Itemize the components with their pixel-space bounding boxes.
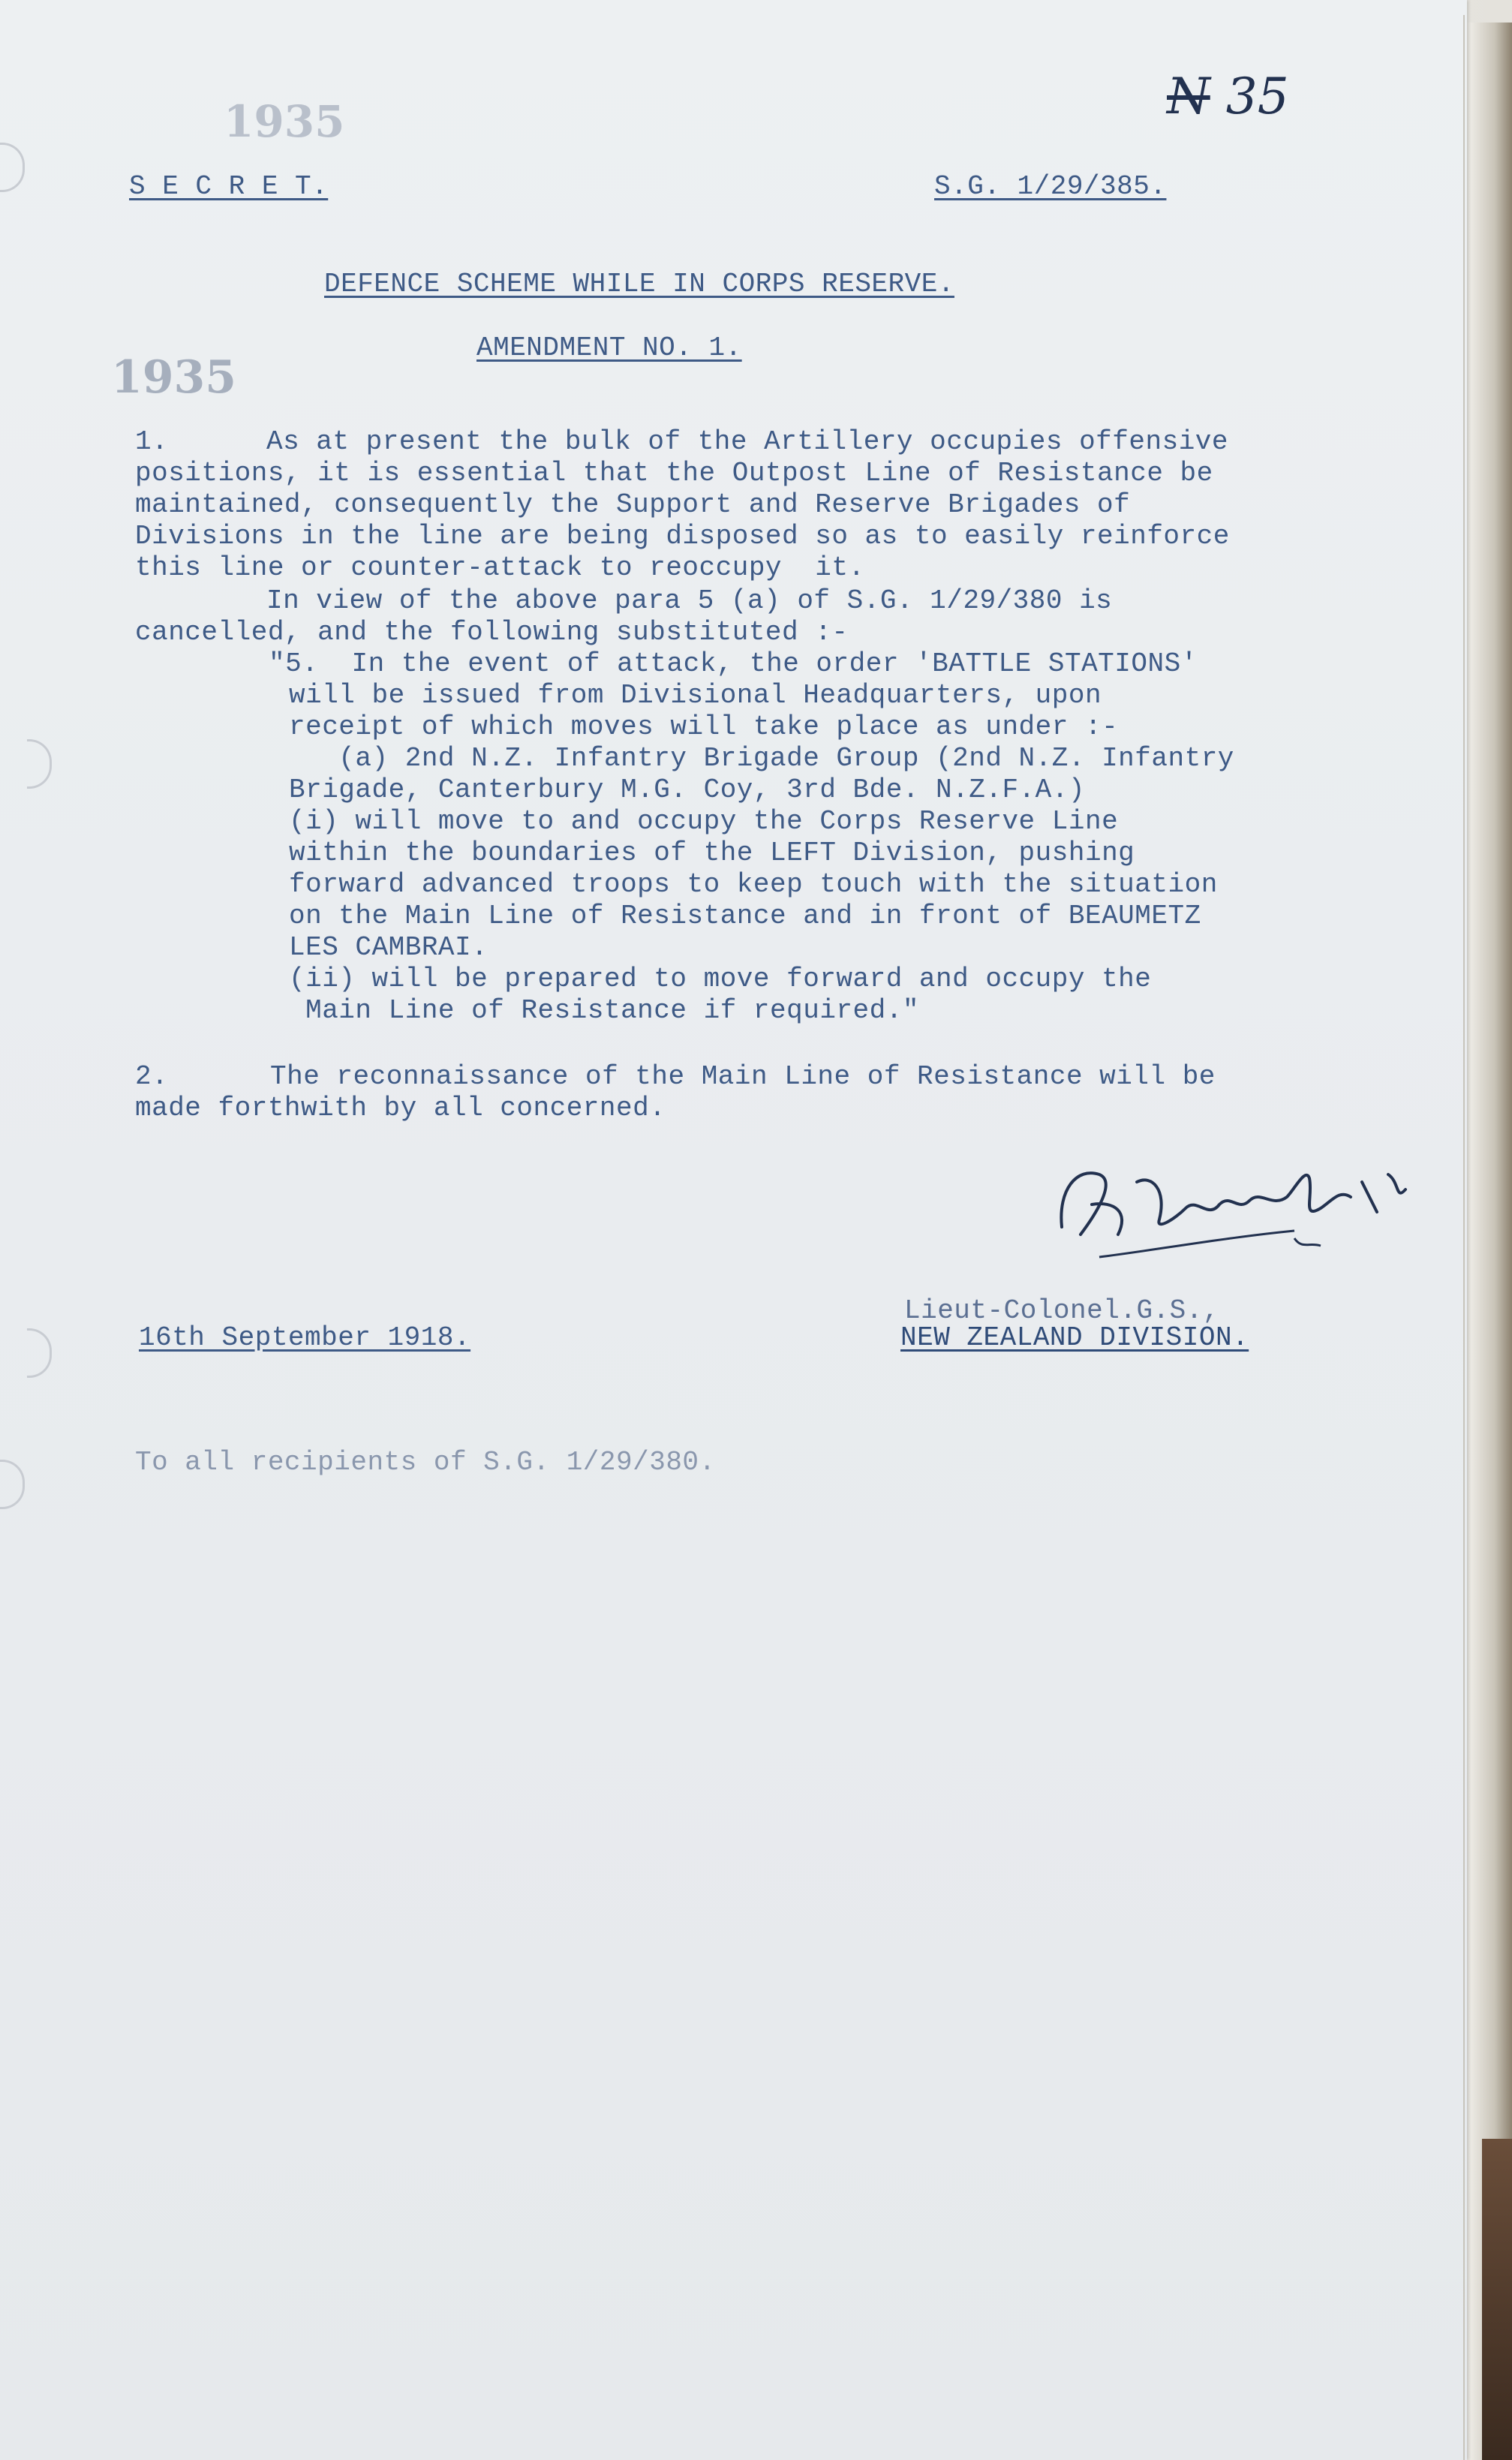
page-edge bbox=[1463, 15, 1465, 2460]
punch-hole bbox=[27, 1328, 52, 1378]
quote-line: (ii) will be prepared to move forward and occupy the bbox=[289, 964, 1152, 994]
quote-line: forward advanced troops to keep touch with the situation bbox=[289, 869, 1218, 900]
struck-number: N bbox=[1167, 68, 1210, 125]
quote-line: will be issued from Divisional Headquarters, upon bbox=[289, 680, 1102, 711]
binder-edge bbox=[1482, 2139, 1512, 2460]
folio-number: 35 bbox=[1225, 68, 1289, 125]
signature bbox=[1047, 1137, 1437, 1272]
signatory-rank: Lieut-Colonel.G.S., bbox=[904, 1295, 1219, 1326]
classification: S E C R E T. bbox=[129, 171, 329, 202]
paragraph-line: In view of the above para 5 (a) of S.G. 1/29/380 is bbox=[266, 585, 1113, 616]
quote-line: LES CAMBRAI. bbox=[289, 932, 488, 963]
paragraph-line: Divisions in the line are being disposed so as to easily reinforce bbox=[135, 521, 1230, 552]
archive-stamp: 1935 bbox=[111, 351, 236, 404]
quote-line: "5. In the event of attack, the order 'BATTLE STATIONS' bbox=[269, 648, 1198, 679]
reference-number: S.G. 1/29/385. bbox=[934, 171, 1167, 202]
paragraph-line: this line or counter-attack to reoccupy it. bbox=[135, 552, 865, 583]
signatory-unit: NEW ZEALAND DIVISION. bbox=[900, 1322, 1249, 1353]
paragraph-line: made forthwith by all concerned. bbox=[135, 1093, 666, 1123]
punch-hole bbox=[27, 739, 52, 789]
document-subtitle: AMENDMENT NO. 1. bbox=[476, 332, 742, 363]
archive-stamp: 1935 bbox=[224, 96, 345, 147]
quote-line: Main Line of Resistance if required." bbox=[289, 995, 919, 1026]
quote-line: on the Main Line of Resistance and in front of BEAUMETZ bbox=[289, 901, 1201, 931]
quote-line: (a) 2nd N.Z. Infantry Brigade Group (2nd N.Z. Infantry bbox=[289, 743, 1234, 774]
quote-line: within the boundaries of the LEFT Division, pushing bbox=[289, 838, 1135, 868]
punch-hole bbox=[0, 143, 25, 192]
quote-line: receipt of which moves will take place as under :- bbox=[289, 711, 1119, 742]
paragraph-line: positions, it is essential that the Outpost Line of Resistance be bbox=[135, 458, 1213, 489]
punch-hole bbox=[0, 1460, 25, 1509]
paragraph-line: The reconnaissance of the Main Line of Resistance will be bbox=[270, 1061, 1216, 1092]
paragraph-line: maintained, consequently the Support and Reserve Brigades of bbox=[135, 489, 1131, 520]
document-title: DEFENCE SCHEME WHILE IN CORPS RESERVE. bbox=[324, 269, 954, 299]
quote-line: (i) will move to and occupy the Corps Reserve Line bbox=[289, 806, 1119, 837]
paragraph-line: cancelled, and the following substituted :- bbox=[135, 617, 849, 648]
quote-line: Brigade, Canterbury M.G. Coy, 3rd Bde. N.Z.F.A.) bbox=[289, 774, 1085, 805]
distribution-line: To all recipients of S.G. 1/29/380. bbox=[135, 1447, 716, 1478]
paragraph-number: 1. bbox=[135, 426, 169, 457]
signature-scrawl bbox=[1047, 1137, 1437, 1272]
paragraph-line: As at present the bulk of the Artillery occupies offensive bbox=[266, 426, 1229, 457]
paragraph-number: 2. bbox=[135, 1061, 169, 1092]
page-number bbox=[1167, 68, 1289, 125]
document-date: 16th September 1918. bbox=[139, 1322, 471, 1353]
